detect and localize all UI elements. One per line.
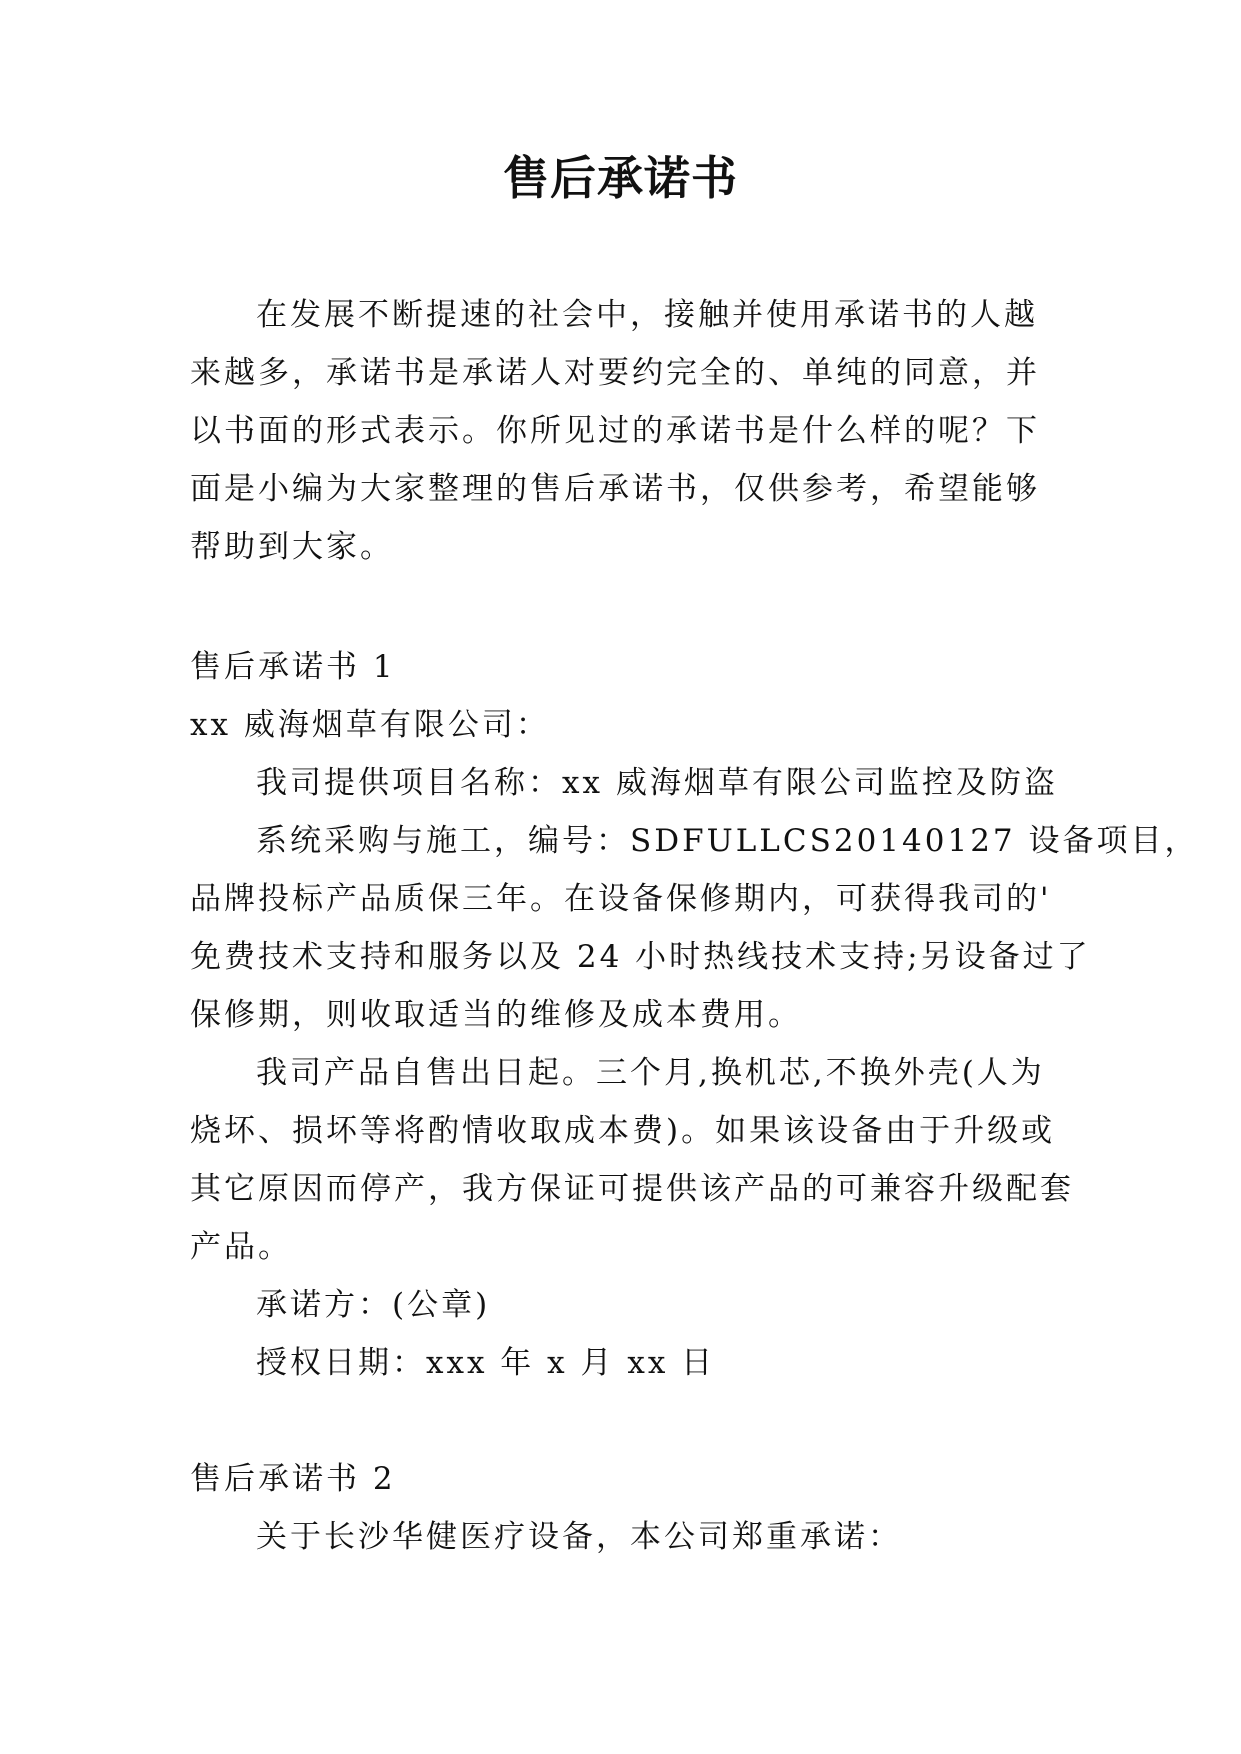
section1-date: 授权日期：xxx 年 x 月 xx 日 [256,1345,716,1381]
section1-line: 我司提供项目名称：xx 威海烟草有限公司监控及防盗 [256,765,1058,801]
document-title: 售后承诺书 [503,151,738,205]
section1-line: 产品。 [190,1229,292,1265]
section1-line: 其它原因而停产，我方保证可提供该产品的可兼容升级配套 [190,1171,1074,1207]
section1-line: 品牌投标产品质保三年。在设备保修期内，可获得我司的' [190,881,1052,917]
section1-heading: 售后承诺书 1 [190,649,396,685]
section2-heading: 售后承诺书 2 [190,1461,396,1497]
section1-line: 我司产品自售出日起。三个月,换机芯,不换外壳(人为 [256,1055,1045,1091]
section2-first-line: 关于长沙华健医疗设备，本公司郑重承诺： [256,1519,902,1555]
section1-promisor: 承诺方：(公章) [256,1287,491,1323]
section1-line: 免费技术支持和服务以及 24 小时热线技术支持;另设备过了 [190,939,1091,975]
section1-line: 系统采购与施工，编号：SDFULLCS20140127 设备项目， [256,823,1199,859]
section1-line: 烧坏、损坏等将酌情收取成本费)。如果该设备由于升级或 [190,1113,1056,1149]
section1-addressee: xx 威海烟草有限公司： [190,707,550,743]
intro-paragraph: 在发展不断提速的社会中，接触并使用承诺书的人越来越多，承诺书是承诺人对要约完全的、单纯的同意，并以书面的形式表示。你所见过的承诺书是什么样的呢？下面是小编为大家整理的售后承诺书，仅供参考，希望能够帮助到大家。 [190,297,1040,565]
section1-line: 保修期，则收取适当的维修及成本费用。 [190,997,802,1033]
